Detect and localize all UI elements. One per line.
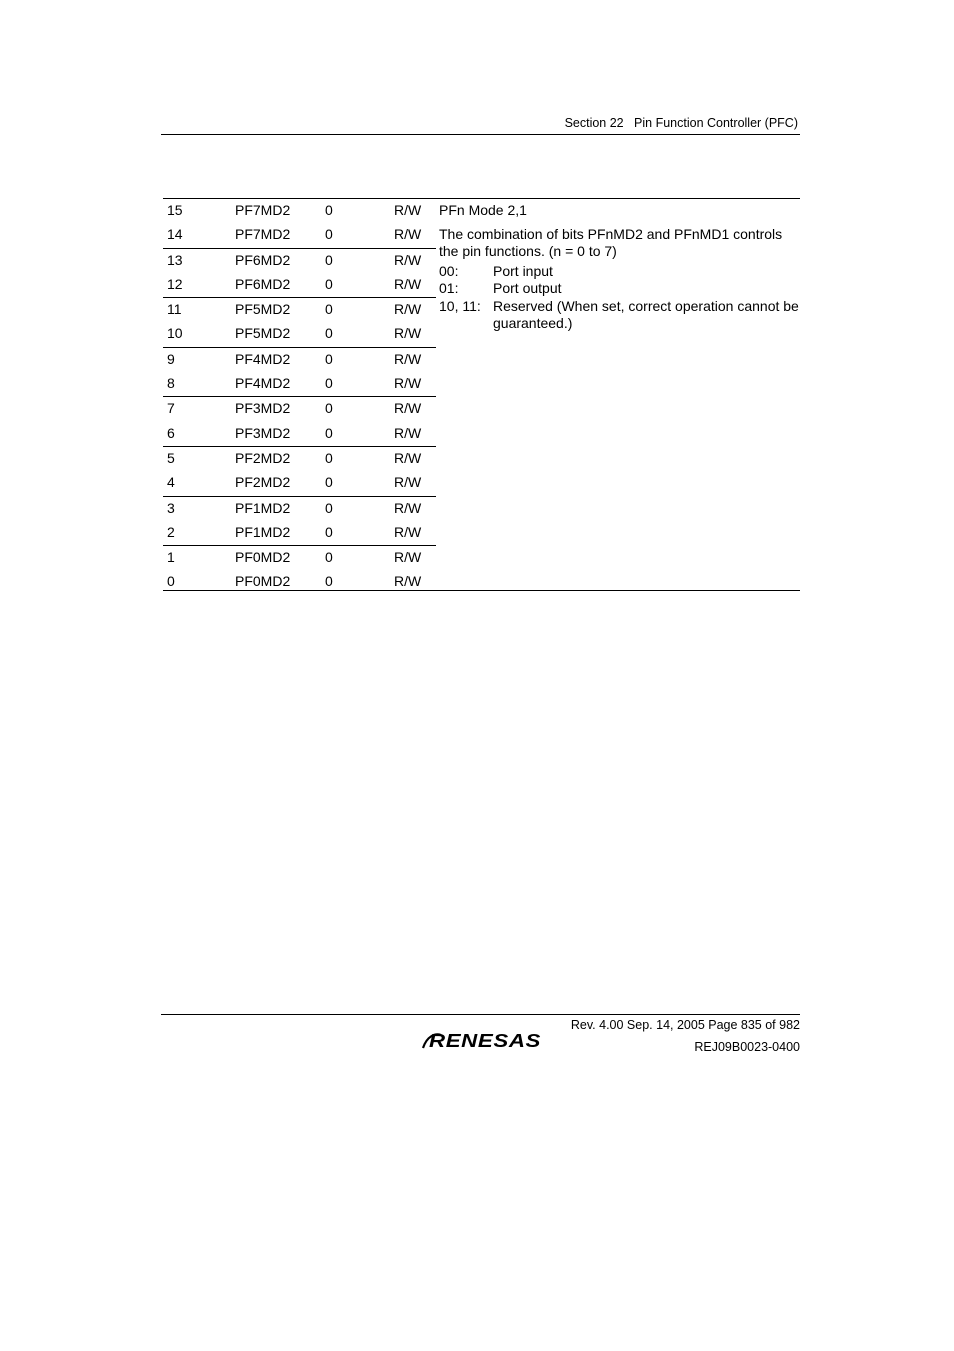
initial-value: 0 bbox=[325, 350, 333, 367]
bit-number: 13 bbox=[167, 251, 183, 268]
table-row bbox=[163, 422, 436, 446]
bit-group bbox=[163, 348, 436, 398]
bit-number: 11 bbox=[167, 301, 182, 318]
initial-value: 0 bbox=[325, 375, 333, 392]
bit-name: PF3MD2 bbox=[235, 400, 291, 417]
bit-name: PF0MD2 bbox=[235, 573, 291, 590]
initial-value: 0 bbox=[325, 301, 333, 318]
bit-name: PF1MD2 bbox=[235, 499, 291, 516]
read-write: R/W bbox=[394, 251, 422, 268]
table-row bbox=[163, 372, 436, 396]
read-write: R/W bbox=[394, 573, 422, 590]
bit-name: PF7MD2 bbox=[235, 226, 291, 243]
option-key: 00: bbox=[439, 263, 459, 279]
bit-group bbox=[163, 199, 436, 249]
initial-value: 0 bbox=[325, 573, 333, 590]
description-body: The combination of bits PFnMD2 and PFnMD1 controls the pin functions. (n = 0 to 7) bbox=[439, 226, 783, 259]
bit-group bbox=[163, 447, 436, 497]
document-number: REJ09B0023-0400 bbox=[694, 1040, 800, 1054]
initial-value: 0 bbox=[325, 325, 333, 342]
renesas-logo-icon bbox=[421, 1030, 551, 1052]
table-row bbox=[163, 322, 436, 346]
bit-name: PF7MD2 bbox=[235, 202, 291, 218]
read-write: R/W bbox=[394, 350, 422, 367]
description-title: PFn Mode 2,1 bbox=[439, 202, 527, 218]
table-row bbox=[163, 298, 436, 322]
table-row bbox=[163, 570, 436, 594]
bit-number: 1 bbox=[167, 549, 175, 566]
table-row bbox=[163, 249, 436, 273]
read-write: R/W bbox=[394, 400, 422, 417]
bit-number: 5 bbox=[167, 449, 175, 466]
initial-value: 0 bbox=[325, 523, 333, 540]
svg-text:RENESAS: RENESAS bbox=[429, 1031, 541, 1051]
option-key: 10, 11: bbox=[439, 298, 481, 314]
read-write: R/W bbox=[394, 375, 422, 392]
initial-value: 0 bbox=[325, 226, 333, 243]
table-row bbox=[163, 348, 436, 372]
bit-name: PF2MD2 bbox=[235, 474, 291, 491]
bit-name: PF1MD2 bbox=[235, 523, 291, 540]
header-divider bbox=[161, 134, 800, 135]
bit-name: PF4MD2 bbox=[235, 350, 291, 367]
bit-name: PF6MD2 bbox=[235, 251, 291, 268]
initial-value: 0 bbox=[325, 499, 333, 516]
table-bottom-rule bbox=[163, 590, 800, 591]
table-row bbox=[163, 397, 436, 421]
initial-value: 0 bbox=[325, 474, 333, 491]
table-row bbox=[163, 199, 436, 223]
bit-number: 6 bbox=[167, 424, 175, 441]
initial-value: 0 bbox=[325, 400, 333, 417]
bit-group bbox=[163, 546, 436, 595]
table-row bbox=[163, 447, 436, 471]
table-row bbox=[163, 521, 436, 545]
bit-group bbox=[163, 497, 436, 547]
initial-value: 0 bbox=[325, 202, 333, 218]
bit-name: PF6MD2 bbox=[235, 275, 291, 292]
footer-divider bbox=[161, 1014, 800, 1015]
revision-info: Rev. 4.00 Sep. 14, 2005 Page 835 of 982 bbox=[570, 1018, 800, 1032]
option-value: Port input bbox=[493, 263, 553, 279]
read-write: R/W bbox=[394, 301, 422, 318]
bit-number: 10 bbox=[167, 325, 183, 342]
table-row bbox=[163, 223, 436, 247]
bit-number: 7 bbox=[167, 400, 175, 417]
bit-group bbox=[163, 298, 436, 348]
bit-group bbox=[163, 397, 436, 447]
bit-name: PF0MD2 bbox=[235, 549, 291, 566]
initial-value: 0 bbox=[325, 424, 333, 441]
read-write: R/W bbox=[394, 226, 422, 243]
renesas-logo bbox=[421, 1030, 551, 1052]
bit-number: 15 bbox=[167, 202, 183, 218]
table-row bbox=[163, 471, 436, 495]
bit-table bbox=[163, 199, 436, 595]
initial-value: 0 bbox=[325, 549, 333, 566]
initial-value: 0 bbox=[325, 251, 333, 268]
table-row bbox=[163, 273, 436, 297]
read-write: R/W bbox=[394, 474, 422, 491]
table-row bbox=[163, 546, 436, 570]
read-write: R/W bbox=[394, 424, 422, 441]
read-write: R/W bbox=[394, 449, 422, 466]
read-write: R/W bbox=[394, 202, 422, 218]
option-key: 01: bbox=[439, 280, 459, 296]
read-write: R/W bbox=[394, 275, 422, 292]
read-write: R/W bbox=[394, 499, 422, 516]
bit-number: 4 bbox=[167, 474, 175, 491]
bit-number: 12 bbox=[167, 275, 183, 292]
bit-group bbox=[163, 249, 436, 299]
option-value: Reserved (When set, correct operation cannot be guaranteed.) bbox=[493, 298, 799, 331]
bit-name: PF3MD2 bbox=[235, 424, 291, 441]
bit-name: PF5MD2 bbox=[235, 301, 291, 318]
read-write: R/W bbox=[394, 523, 422, 540]
initial-value: 0 bbox=[325, 275, 333, 292]
bit-name: PF5MD2 bbox=[235, 325, 291, 342]
bit-number: 8 bbox=[167, 375, 175, 392]
running-header: Section 22 Pin Function Controller (PFC) bbox=[564, 116, 798, 130]
bit-number: 0 bbox=[167, 573, 175, 590]
bit-number: 2 bbox=[167, 523, 175, 540]
initial-value: 0 bbox=[325, 449, 333, 466]
read-write: R/W bbox=[394, 549, 422, 566]
option-row bbox=[439, 298, 800, 332]
option-row bbox=[439, 263, 800, 280]
bit-number: 14 bbox=[167, 226, 183, 243]
option-row bbox=[439, 280, 800, 297]
bit-name: PF4MD2 bbox=[235, 375, 291, 392]
bit-name: PF2MD2 bbox=[235, 449, 291, 466]
option-value: Port output bbox=[493, 280, 562, 296]
bit-number: 9 bbox=[167, 350, 175, 367]
bit-number: 3 bbox=[167, 499, 175, 516]
bit-description bbox=[439, 202, 800, 332]
read-write: R/W bbox=[394, 325, 422, 342]
table-row bbox=[163, 497, 436, 521]
